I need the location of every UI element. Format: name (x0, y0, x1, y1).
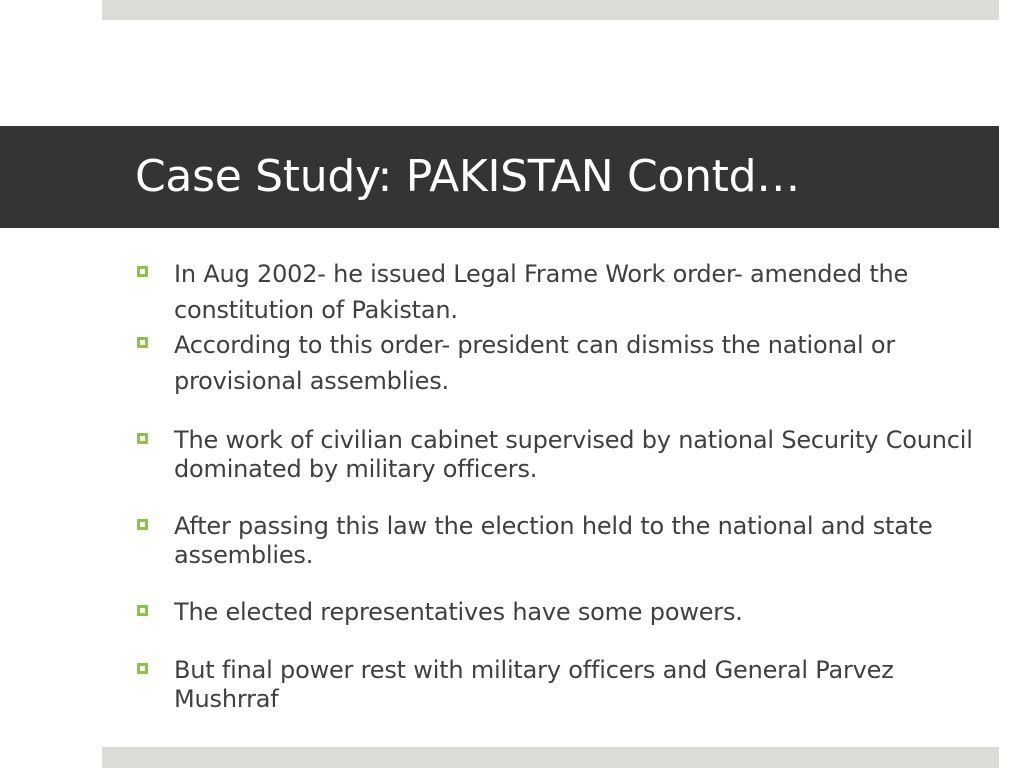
bullet-item-6 (137, 656, 957, 714)
bullet-text-5: The elected representatives have some powers. (174, 598, 743, 626)
bullet-item-5 (137, 598, 957, 628)
bottom-decorative-band (102, 747, 999, 768)
bullet-item-2 (137, 327, 957, 399)
square-bullet-icon (137, 266, 148, 277)
bullet-text-2: According to this order- president can dismiss the national or provisional assemblies. (174, 331, 896, 395)
bullet-item-4 (137, 512, 957, 570)
square-bullet-icon (137, 337, 148, 348)
bullet-item-3 (137, 426, 973, 484)
bullet-text-4: After passing this law the election held to the national and state assemblies. (174, 512, 933, 569)
square-bullet-icon (137, 519, 148, 530)
square-bullet-icon (137, 605, 148, 616)
square-bullet-icon (137, 433, 148, 444)
square-bullet-icon (137, 663, 148, 674)
bullet-text-6: But final power rest with military officers and General Parvez Mushrraf (174, 656, 894, 713)
bullet-item-1 (137, 256, 957, 328)
bullet-text-1: In Aug 2002- he issued Legal Frame Work order- amended the constitution of Pakistan. (174, 260, 909, 324)
slide-title: Case Study: PAKISTAN Contd… (135, 151, 800, 202)
bullet-text-3: The work of civilian cabinet supervised by national Security Council dominated by military officers. (174, 426, 973, 483)
